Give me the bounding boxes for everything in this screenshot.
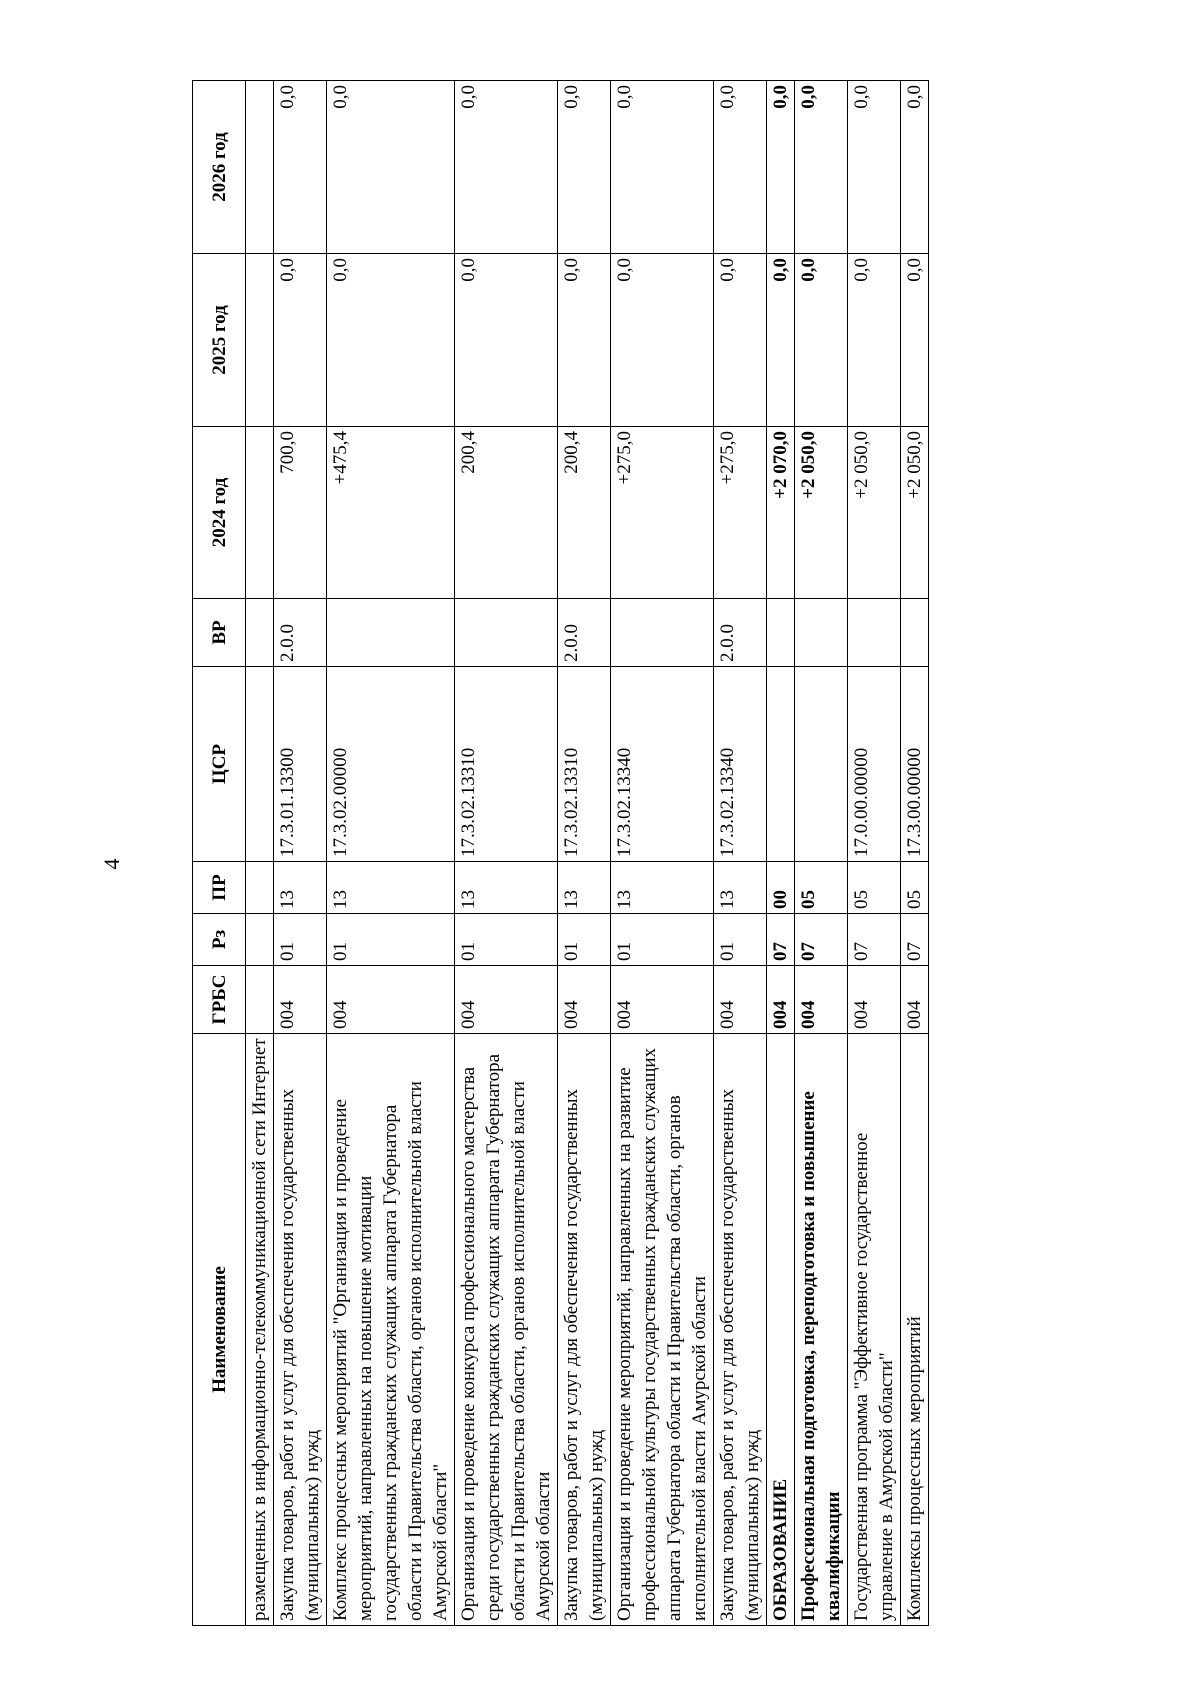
- cell-name: Комплексы процессных мероприятий: [901, 1034, 929, 1626]
- cell-2024: +475,4: [327, 427, 455, 599]
- cell-rz: 07: [901, 914, 929, 966]
- cell-grbs: 004: [327, 966, 455, 1034]
- cell-name: ОБРАЗОВАНИЕ: [767, 1034, 795, 1626]
- header-2024: 2024 год: [193, 427, 246, 599]
- cell-name: Государственная программа "Эффективное государственное управление в Амурской области": [848, 1034, 901, 1626]
- cell-vr: [795, 599, 848, 667]
- cell-2025: 0,0: [327, 254, 455, 427]
- cell-2024: +2 050,0: [795, 427, 848, 599]
- cell-2025: 0,0: [901, 254, 929, 427]
- cell-rz: 01: [455, 914, 558, 966]
- cell-rz: 01: [714, 914, 767, 966]
- cell-pr: 00: [767, 862, 795, 914]
- cell-pr: 05: [901, 862, 929, 914]
- cell-2024: +275,0: [611, 427, 714, 599]
- cell-rz: 07: [767, 914, 795, 966]
- header-2025: 2025 год: [193, 254, 246, 427]
- header-2026: 2026 год: [193, 81, 246, 254]
- table-row: [901, 81, 929, 1626]
- table-row: [327, 81, 455, 1626]
- cell-name: Профессиональная подготовка, переподготовка и повышение квалификации: [795, 1034, 848, 1626]
- cell-2024: +2 070,0: [767, 427, 795, 599]
- table-row: [246, 81, 274, 1626]
- cell-csr: 17.0.00.00000: [848, 667, 901, 862]
- cell-name: Организация и проведение конкурса профессионального мастерства среди государственных гражданских служащих аппарата Губернатора области и Правительства области, органов исполнительной власти Амурской области: [455, 1034, 558, 1626]
- cell-2026: 0,0: [767, 81, 795, 254]
- cell-rz: 07: [848, 914, 901, 966]
- cell-csr: 17.3.01.13300: [274, 667, 327, 862]
- header-csr: ЦСР: [193, 667, 246, 862]
- cell-csr: 17.3.02.13310: [558, 667, 611, 862]
- table-row: [767, 81, 795, 1626]
- cell-2026: [246, 81, 274, 254]
- cell-vr: 2.0.0: [714, 599, 767, 667]
- table-row: [611, 81, 714, 1626]
- cell-2025: 0,0: [611, 254, 714, 427]
- cell-rz: 07: [795, 914, 848, 966]
- cell-csr: 17.3.02.00000: [327, 667, 455, 862]
- cell-2025: 0,0: [714, 254, 767, 427]
- cell-vr: [327, 599, 455, 667]
- cell-2025: 0,0: [767, 254, 795, 427]
- header-pr: ПР: [193, 862, 246, 914]
- cell-2026: 0,0: [558, 81, 611, 254]
- cell-2024: +2 050,0: [848, 427, 901, 599]
- cell-csr: 17.3.02.13310: [455, 667, 558, 862]
- cell-2026: 0,0: [848, 81, 901, 254]
- cell-csr: [767, 667, 795, 862]
- cell-2026: 0,0: [455, 81, 558, 254]
- cell-pr: 05: [848, 862, 901, 914]
- cell-rz: 01: [327, 914, 455, 966]
- cell-2024: 200,4: [455, 427, 558, 599]
- cell-vr: 2.0.0: [274, 599, 327, 667]
- header-name: Наименование: [193, 1034, 246, 1626]
- cell-grbs: 004: [901, 966, 929, 1034]
- cell-2025: 0,0: [274, 254, 327, 427]
- cell-csr: 17.3.00.00000: [901, 667, 929, 862]
- cell-2024: 700,0: [274, 427, 327, 599]
- cell-2025: [246, 254, 274, 427]
- cell-grbs: 004: [848, 966, 901, 1034]
- header-rz: Рз: [193, 914, 246, 966]
- cell-grbs: 004: [611, 966, 714, 1034]
- cell-rz: 01: [558, 914, 611, 966]
- cell-name: Закупка товаров, работ и услуг для обеспечения государственных (муниципальных) нужд: [274, 1034, 327, 1626]
- cell-pr: 13: [714, 862, 767, 914]
- table-row: [714, 81, 767, 1626]
- cell-csr: [795, 667, 848, 862]
- cell-rz: 01: [274, 914, 327, 966]
- cell-2026: 0,0: [795, 81, 848, 254]
- cell-2026: 0,0: [611, 81, 714, 254]
- budget-table: [192, 80, 929, 1626]
- cell-name: размещенных в информационно-телекоммуникационной сети Интернет: [246, 1034, 274, 1626]
- cell-2024: 200,4: [558, 427, 611, 599]
- cell-2025: 0,0: [558, 254, 611, 427]
- cell-name: Комплекс процессных мероприятий "Организация и проведение мероприятий, направленных на повышение мотивации государственных гражданских служащих аппарата Губернатора области и Правительства области, органов исполнительной власти Амурской области": [327, 1034, 455, 1626]
- cell-2024: +275,0: [714, 427, 767, 599]
- cell-name: Закупка товаров, работ и услуг для обеспечения государственных (муниципальных) нужд: [714, 1034, 767, 1626]
- header-grbs: ГРБС: [193, 966, 246, 1034]
- cell-grbs: 004: [795, 966, 848, 1034]
- cell-rz: [246, 914, 274, 966]
- cell-grbs: 004: [714, 966, 767, 1034]
- page-number: 4: [99, 858, 124, 870]
- cell-2025: 0,0: [848, 254, 901, 427]
- table-body: [246, 81, 929, 1626]
- budget-sheet: [192, 81, 1082, 1626]
- header-vr: ВР: [193, 599, 246, 667]
- cell-pr: 05: [795, 862, 848, 914]
- cell-2024: [246, 427, 274, 599]
- cell-grbs: 004: [274, 966, 327, 1034]
- table-row: [558, 81, 611, 1626]
- table-row: [274, 81, 327, 1626]
- cell-2024: +2 050,0: [901, 427, 929, 599]
- cell-pr: 13: [327, 862, 455, 914]
- cell-grbs: 004: [767, 966, 795, 1034]
- cell-pr: 13: [558, 862, 611, 914]
- cell-vr: [455, 599, 558, 667]
- cell-grbs: 004: [455, 966, 558, 1034]
- cell-csr: 17.3.02.13340: [714, 667, 767, 862]
- header-row: [193, 81, 246, 1626]
- cell-vr: [246, 599, 274, 667]
- cell-2025: 0,0: [795, 254, 848, 427]
- cell-2026: 0,0: [274, 81, 327, 254]
- table-row: [455, 81, 558, 1626]
- cell-pr: 13: [274, 862, 327, 914]
- cell-2026: 0,0: [714, 81, 767, 254]
- cell-pr: 13: [611, 862, 714, 914]
- cell-name: Закупка товаров, работ и услуг для обеспечения государственных (муниципальных) нужд: [558, 1034, 611, 1626]
- table-row: [795, 81, 848, 1626]
- cell-vr: [611, 599, 714, 667]
- cell-vr: [901, 599, 929, 667]
- cell-name: Организация и проведение мероприятий, направленных на развитие профессиональной культуры государственных гражданских служащих аппарата Губернатора области и Правительства области, органов исполнительной власти Амурской области: [611, 1034, 714, 1626]
- table-row: [848, 81, 901, 1626]
- cell-rz: 01: [611, 914, 714, 966]
- cell-vr: 2.0.0: [558, 599, 611, 667]
- cell-vr: [767, 599, 795, 667]
- cell-csr: 17.3.02.13340: [611, 667, 714, 862]
- cell-2026: 0,0: [327, 81, 455, 254]
- cell-vr: [848, 599, 901, 667]
- cell-2026: 0,0: [901, 81, 929, 254]
- cell-pr: 13: [455, 862, 558, 914]
- cell-grbs: 004: [558, 966, 611, 1034]
- cell-csr: [246, 667, 274, 862]
- cell-pr: [246, 862, 274, 914]
- cell-grbs: [246, 966, 274, 1034]
- cell-2025: 0,0: [455, 254, 558, 427]
